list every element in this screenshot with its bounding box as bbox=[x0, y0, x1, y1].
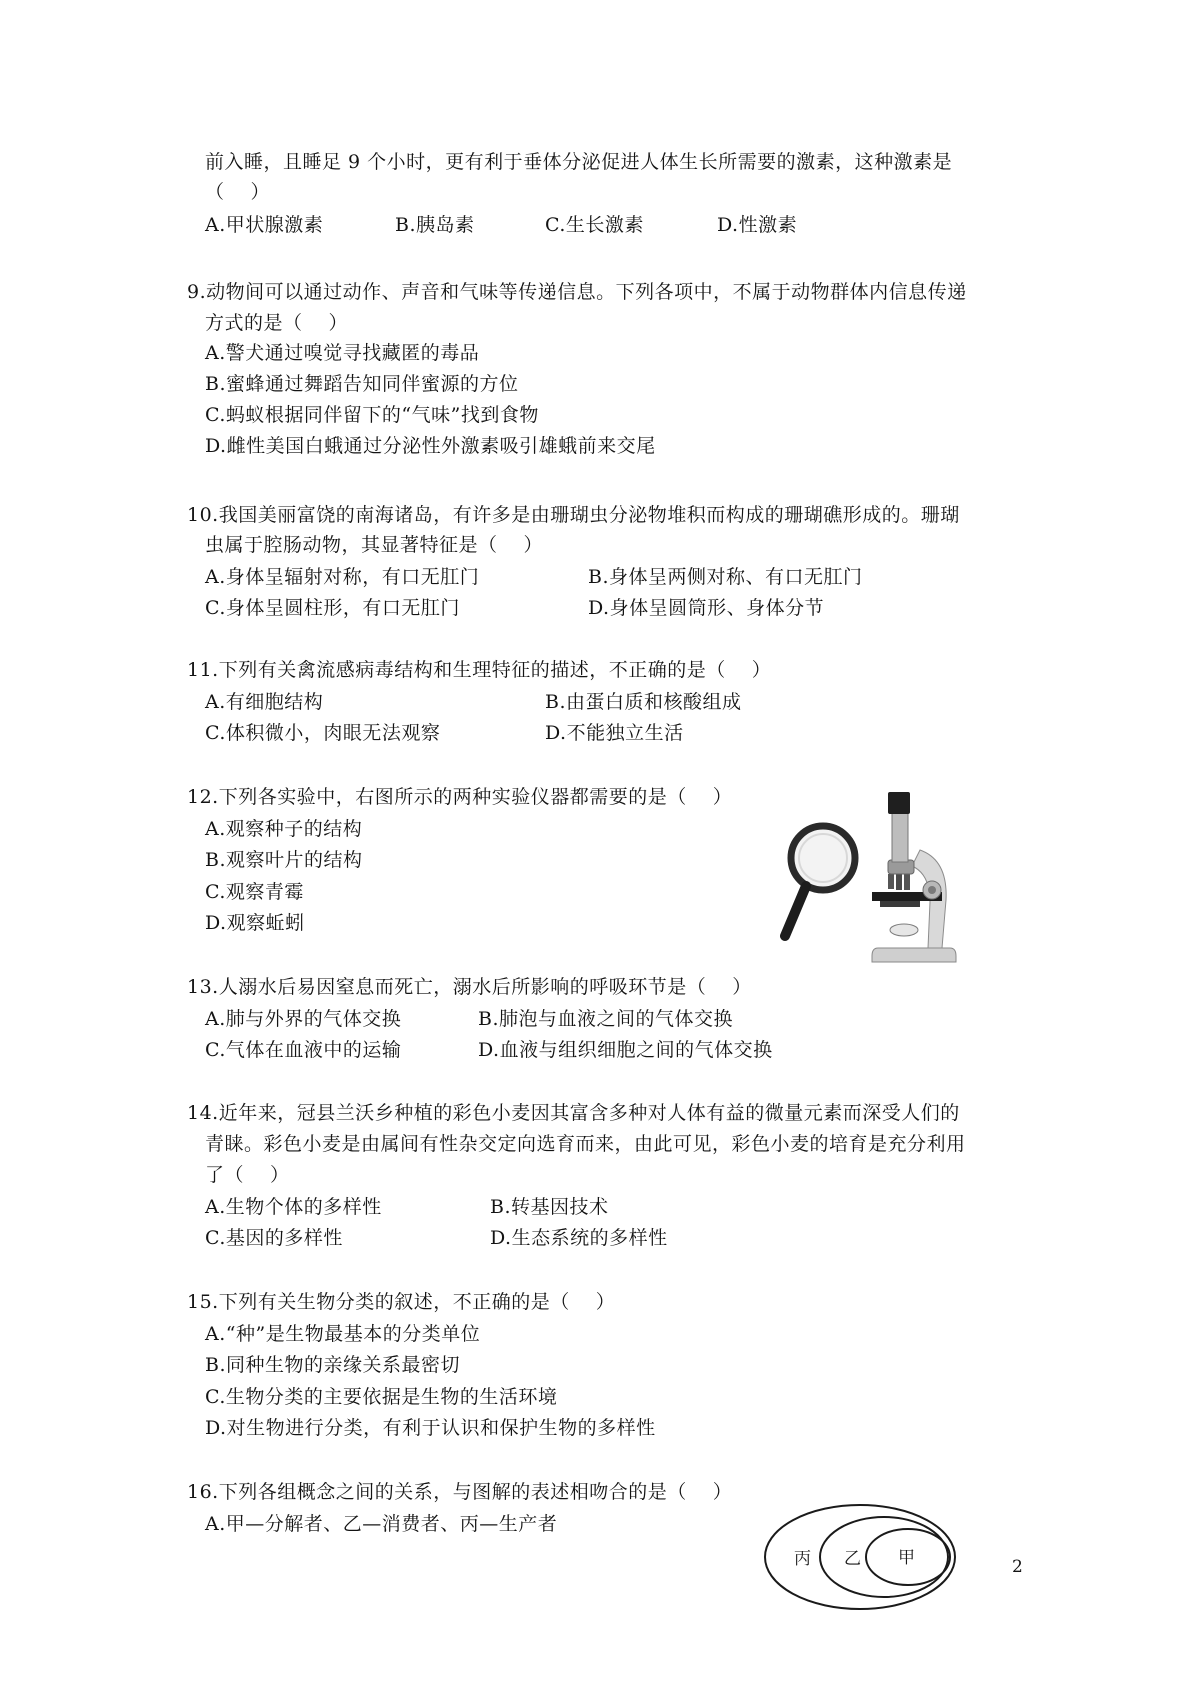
diagram-label-jia: 甲 bbox=[898, 1548, 915, 1568]
q11-option-a: A.有细胞结构 bbox=[205, 691, 324, 713]
q9-option-c: C.蚂蚁根据同伴留下的“气味”找到食物 bbox=[205, 404, 539, 426]
q8-option-d: D.性激素 bbox=[717, 214, 798, 236]
q15-line1: 15.下列有关生物分类的叙述，不正确的是（ ） bbox=[187, 1291, 616, 1313]
q13-option-b: B.肺泡与血液之间的气体交换 bbox=[478, 1008, 734, 1030]
q10-option-b: B.身体呈两侧对称、有口无肛门 bbox=[588, 566, 863, 588]
q14-line3: 了（ ） bbox=[205, 1164, 290, 1186]
q16-line1: 16.下列各组概念之间的关系，与图解的表述相吻合的是（ ） bbox=[187, 1481, 733, 1503]
q13-option-d: D.血液与组织细胞之间的气体交换 bbox=[478, 1039, 773, 1061]
q14-option-c: C.基因的多样性 bbox=[205, 1227, 343, 1249]
nested-ellipse-diagram bbox=[760, 1500, 960, 1615]
q8-option-b: B.胰岛素 bbox=[395, 214, 475, 236]
q15-option-c: C.生物分类的主要依据是生物的生活环境 bbox=[205, 1386, 558, 1408]
q12-option-c: C.观察青霉 bbox=[205, 881, 304, 903]
q15-option-d: D.对生物进行分类，有利于认识和保护生物的多样性 bbox=[205, 1417, 656, 1439]
q13-option-a: A.肺与外界的气体交换 bbox=[205, 1008, 402, 1030]
q9-option-a: A.警犬通过嗅觉寻找藏匿的毒品 bbox=[205, 342, 480, 364]
q10-option-c: C.身体呈圆柱形，有口无肛门 bbox=[205, 597, 460, 619]
q8-option-a: A.甲状腺激素 bbox=[205, 214, 324, 236]
q9-option-b: B.蜜蜂通过舞蹈告知同伴蜜源的方位 bbox=[205, 373, 519, 395]
q10-option-a: A.身体呈辐射对称，有口无肛门 bbox=[205, 566, 480, 588]
q9-line2: 方式的是（ ） bbox=[205, 312, 349, 334]
q8-option-c: C.生长激素 bbox=[545, 214, 644, 236]
q11-option-c: C.体积微小，肉眼无法观察 bbox=[205, 722, 441, 744]
q10-line1: 10.我国美丽富饶的南海诸岛，有许多是由珊瑚虫分泌物堆积而构成的珊瑚礁形成的。珊瑚 bbox=[187, 504, 960, 526]
page-number: 2 bbox=[1012, 1557, 1023, 1577]
magnifying-glass-icon bbox=[785, 826, 855, 936]
q12-option-d: D.观察蚯蚓 bbox=[205, 912, 305, 934]
q15-option-a: A.“种”是生物最基本的分类单位 bbox=[205, 1323, 481, 1345]
q12-option-a: A.观察种子的结构 bbox=[205, 818, 363, 840]
q14-option-a: A.生物个体的多样性 bbox=[205, 1196, 382, 1218]
q8-blank: （ ） bbox=[205, 181, 271, 203]
q11-line1: 11.下列有关禽流感病毒结构和生理特征的描述，不正确的是（ ） bbox=[187, 659, 772, 681]
q14-line2: 青睐。彩色小麦是由属间有性杂交定向选育而来，由此可见，彩色小麦的培育是充分利用 bbox=[205, 1133, 966, 1155]
q11-option-b: B.由蛋白质和核酸组成 bbox=[545, 691, 742, 713]
q14-option-b: B.转基因技术 bbox=[490, 1196, 609, 1218]
q16-option-a: A.甲—分解者、乙—消费者、丙—生产者 bbox=[205, 1513, 558, 1535]
q9-line1: 9.动物间可以通过动作、声音和气味等传递信息。下列各项中，不属于动物群体内信息传递 bbox=[187, 281, 967, 303]
q14-option-d: D.生态系统的多样性 bbox=[490, 1227, 668, 1249]
middle-ellipse bbox=[820, 1517, 948, 1597]
q15-option-b: B.同种生物的亲缘关系最密切 bbox=[205, 1354, 461, 1376]
q13-line1: 13.人溺水后易因窒息而死亡，溺水后所影响的呼吸环节是（ ） bbox=[187, 976, 752, 998]
q10-line2: 虫属于腔肠动物，其显著特征是（ ） bbox=[205, 534, 544, 556]
q10-option-d: D.身体呈圆筒形、身体分节 bbox=[588, 597, 825, 619]
q12-option-b: B.观察叶片的结构 bbox=[205, 849, 363, 871]
q13-option-c: C.气体在血液中的运输 bbox=[205, 1039, 402, 1061]
q8-line1: 前入睡，且睡足 9 个小时，更有利于垂体分泌促进人体生长所需要的激素，这种激素是 bbox=[205, 151, 953, 173]
magnifier-microscope-illustration bbox=[780, 790, 980, 965]
q11-option-d: D.不能独立生活 bbox=[545, 722, 684, 744]
microscope-icon bbox=[872, 792, 956, 962]
diagram-label-bing: 丙 bbox=[794, 1549, 811, 1569]
q14-line1: 14.近年来，冠县兰沃乡种植的彩色小麦因其富含多种对人体有益的微量元素而深受人们的 bbox=[187, 1102, 960, 1124]
q12-line1: 12.下列各实验中，右图所示的两种实验仪器都需要的是（ ） bbox=[187, 786, 733, 808]
q9-option-d: D.雌性美国白蛾通过分泌性外激素吸引雄蛾前来交尾 bbox=[205, 435, 656, 457]
diagram-label-yi: 乙 bbox=[844, 1549, 861, 1569]
